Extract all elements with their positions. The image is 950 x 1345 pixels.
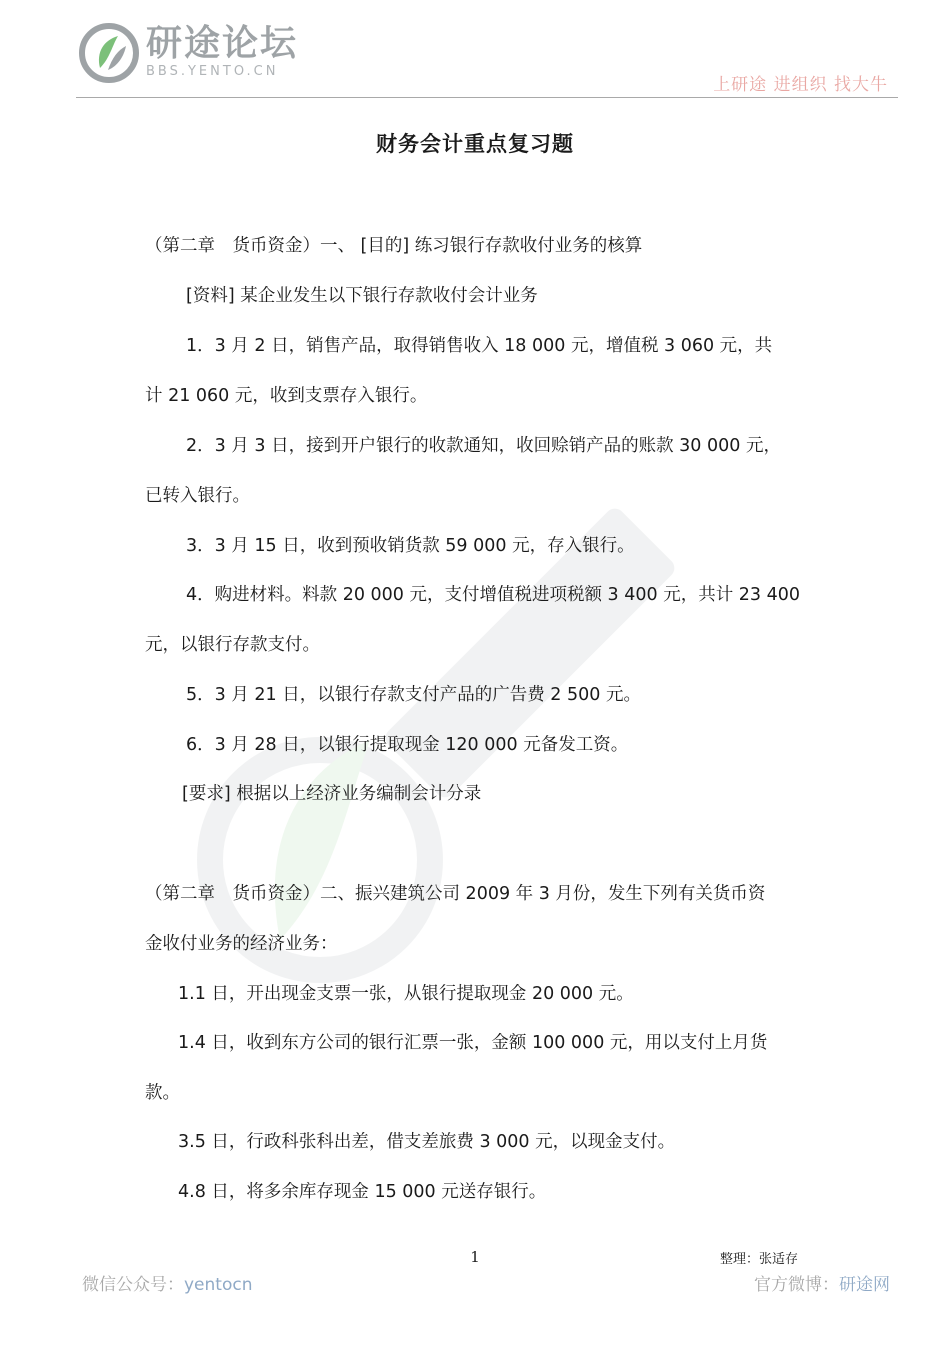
page-header [0,0,950,100]
list-item: 1.1 日，开出现金支票一张，从银行提取现金 20 000 元。 [178,984,634,1004]
list-item: 1．3 月 2 日，销售产品，取得销售收入 18 000 元，增值税 3 060 元，共 [186,336,773,356]
footer-editor: 整理：张适存 [720,1252,799,1267]
section1-heading: （第二章 货币资金）一、 [目的] 练习银行存款收付业务的核算 [145,236,643,256]
section1-requirement: [要求] 根据以上经济业务编制会计分录 [182,784,482,804]
list-item: 4.8 日，将多余库存现金 15 000 元送存银行。 [178,1182,547,1202]
footer-wechat [82,1270,252,1295]
header-slogan: 上研途 进组织 找大牛 [713,75,888,95]
section1-material: [资料] 某企业发生以下银行存款收付会计业务 [186,286,538,306]
list-item: 3.5 日，行政科张科出差，借支差旅费 3 000 元，以现金支付。 [178,1132,676,1152]
list-item: 款。 [145,1083,180,1103]
header-divider [76,97,898,98]
weibo-link[interactable]: 研途网 [839,1275,890,1295]
section2-heading: （第二章 货币资金）二、振兴建筑公司 2009 年 3 月份，发生下列有关货币资 [145,884,766,904]
list-item: 已转入银行。 [145,486,250,506]
section2-heading-cont: 金收付业务的经济业务： [145,934,338,954]
list-item: 6．3 月 28 日，以银行提取现金 120 000 元备发工资。 [186,735,629,755]
weibo-label: 官方微博： [754,1275,839,1295]
footer-weibo [754,1270,890,1295]
page-number: 1 [470,1248,480,1266]
wechat-link[interactable]: yentocn [184,1275,253,1295]
list-item: 3．3 月 15 日，收到预收销货款 59 000 元，存入银行。 [186,536,635,556]
list-item: 4．购进材料。料款 20 000 元，支付增值税进项税额 3 400 元，共计 23 400 [186,585,801,605]
list-item: 2．3 月 3 日，接到开户银行的收款通知，收回赊销产品的账款 30 000 元， [186,436,781,456]
logo-subtext: BBS.YENTO.CN [146,64,279,79]
wechat-label: 微信公众号： [82,1275,184,1295]
page-title: 财务会计重点复习题 [376,132,574,156]
list-item: 计 21 060 元，收到支票存入银行。 [145,386,428,406]
list-item: 元，以银行存款支付。 [145,635,320,655]
list-item: 5．3 月 21 日，以银行存款支付产品的广告费 2 500 元。 [186,685,641,705]
list-item: 1.4 日，收到东方公司的银行汇票一张，金额 100 000 元，用以支付上月货 [178,1033,768,1053]
logo-text: 研途论坛 [146,23,299,64]
logo-icon [78,22,140,84]
